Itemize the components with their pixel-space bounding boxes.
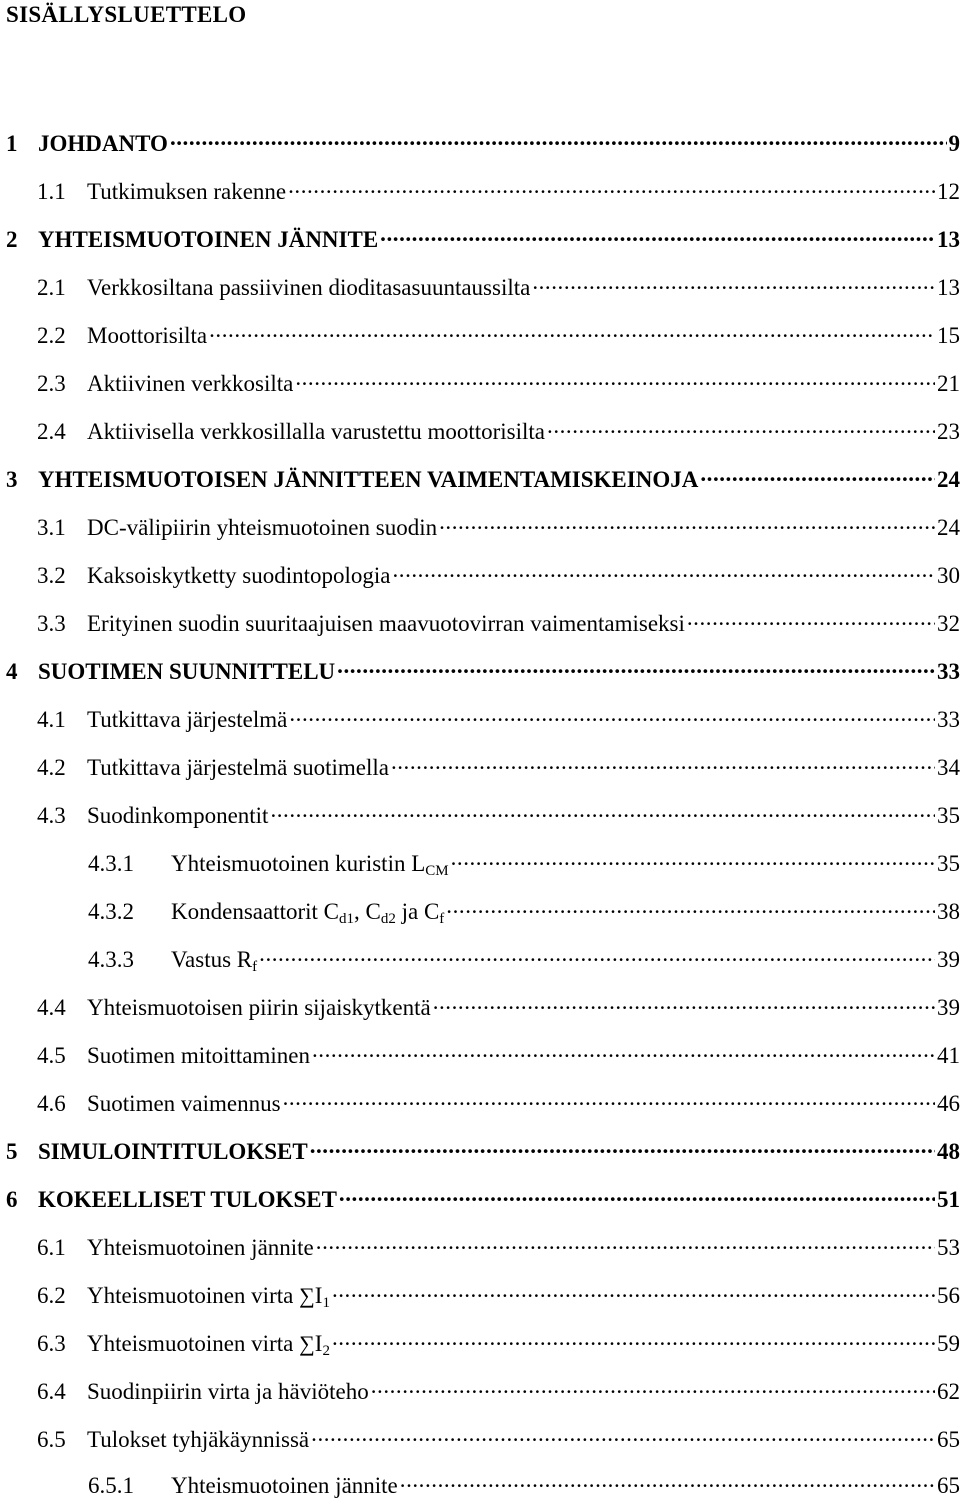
- toc-page: 65: [937, 1473, 960, 1498]
- subscript: f: [439, 911, 445, 927]
- toc-number: 6.5.1: [88, 1473, 134, 1498]
- toc-entry-2-3[interactable]: [0, 368, 960, 398]
- subscript: f: [252, 959, 258, 975]
- toc-number: 1: [6, 131, 18, 156]
- toc-page: 41: [937, 1043, 960, 1068]
- subscript: 2: [322, 1343, 330, 1359]
- toc-title: Suotimen vaimennus: [87, 1091, 281, 1116]
- toc-page: 65: [937, 1427, 960, 1452]
- dot-leader: [288, 176, 935, 199]
- toc-title: JOHDANTO: [38, 131, 168, 156]
- toc-entry-5[interactable]: [0, 1136, 960, 1166]
- dot-leader: [332, 1280, 935, 1303]
- toc-number: 2.1: [37, 275, 66, 300]
- toc-page: 13: [937, 275, 960, 300]
- toc-number: 6.1: [37, 1235, 66, 1260]
- toc-number: 4.2: [37, 755, 66, 780]
- dot-leader: [270, 800, 935, 823]
- toc-title: [87, 1331, 330, 1360]
- subscript: 1: [322, 1295, 330, 1311]
- toc-page: 32: [937, 611, 960, 636]
- toc-page: 38: [937, 899, 960, 924]
- toc-number: 6.4: [37, 1379, 66, 1404]
- toc-number: 4.3: [37, 803, 66, 828]
- toc-title: YHTEISMUOTOISEN JÄNNITTEEN VAIMENTAMISKEINOJA: [38, 467, 699, 492]
- toc-page: 59: [937, 1331, 960, 1356]
- toc-title-text: ja C: [395, 899, 440, 924]
- toc-number: 6.3: [37, 1331, 66, 1356]
- dot-leader: [311, 1424, 935, 1447]
- toc-page: 30: [937, 563, 960, 588]
- toc-number: 6: [6, 1187, 18, 1212]
- toc-title: KOKEELLISET TULOKSET: [38, 1187, 337, 1212]
- toc-title: Erityinen suodin suuritaajuisen maavuotovirran vaimentamiseksi: [87, 611, 685, 636]
- toc-number: 4.3.2: [88, 899, 134, 924]
- toc-entry-2[interactable]: [0, 224, 960, 254]
- toc-number: 3: [6, 467, 18, 492]
- toc-entry-6-3[interactable]: [0, 1328, 960, 1358]
- toc-page: 35: [937, 803, 960, 828]
- toc-entry-6[interactable]: [0, 1184, 960, 1214]
- dot-leader: [400, 1470, 935, 1493]
- dot-leader: [209, 320, 935, 343]
- summation-symbol: ∑: [299, 1331, 315, 1356]
- toc-title-text: Yhteismuotoinen virta: [87, 1283, 300, 1308]
- toc-entry-6-5[interactable]: [0, 1424, 960, 1454]
- toc-entry-6-2[interactable]: [0, 1280, 960, 1310]
- toc-entry-6-5-1[interactable]: [0, 1470, 960, 1500]
- toc-number: 4.1: [37, 707, 66, 732]
- toc-page: 15: [937, 323, 960, 348]
- toc-entry-4-1[interactable]: [0, 704, 960, 734]
- toc-title: YHTEISMUOTOINEN JÄNNITE: [38, 227, 379, 252]
- toc-title: Suodinkomponentit: [87, 803, 269, 828]
- toc-entry-6-1[interactable]: [0, 1232, 960, 1262]
- dot-leader: [687, 608, 935, 631]
- toc-number: 4.5: [37, 1043, 66, 1068]
- toc-entry-2-2[interactable]: [0, 320, 960, 350]
- toc-entry-1[interactable]: [0, 128, 960, 158]
- dot-leader: [439, 512, 935, 535]
- dot-leader: [312, 1040, 935, 1063]
- toc-page: 24: [937, 467, 960, 492]
- toc-entry-3[interactable]: [0, 464, 960, 494]
- subscript: d1: [339, 911, 354, 927]
- toc-title-text: Vastus R: [171, 947, 253, 972]
- toc-page: 39: [937, 995, 960, 1020]
- toc-title: Yhteismuotoinen jännite: [171, 1473, 398, 1498]
- toc-page: 34: [937, 755, 960, 780]
- toc-entry-4-3[interactable]: [0, 800, 960, 830]
- dot-leader: [391, 752, 935, 775]
- dot-leader: [316, 1232, 935, 1255]
- toc-title-text: I: [314, 1283, 323, 1308]
- toc-title: Moottorisilta: [87, 323, 208, 348]
- toc-title: [87, 1283, 330, 1312]
- toc-title: Yhteismuotoisen piirin sijaiskytkentä: [87, 995, 431, 1020]
- toc-number: 2.3: [37, 371, 66, 396]
- toc-number: 2.2: [37, 323, 66, 348]
- summation-symbol: ∑: [299, 1283, 315, 1308]
- toc-entry-3-1[interactable]: [0, 512, 960, 542]
- toc-page: 35: [937, 851, 960, 876]
- toc-title: SUOTIMEN SUUNNITTELU: [38, 659, 336, 684]
- toc-number: 2.4: [37, 419, 66, 444]
- toc-title-text: Yhteismuotoinen kuristin L: [171, 851, 426, 876]
- toc-title: Tulokset tyhjäkäynnissä: [87, 1427, 310, 1452]
- toc-entry-4-3-2[interactable]: [0, 896, 960, 926]
- toc-number: 4.3.3: [88, 947, 134, 972]
- toc-entry-4[interactable]: [0, 656, 960, 686]
- toc-entry-6-4[interactable]: [0, 1376, 960, 1406]
- toc-number: 4.4: [37, 995, 66, 1020]
- page-title: SISÄLLYSLUETTELO: [6, 2, 247, 27]
- toc-title-text: Yhteismuotoinen virta: [87, 1331, 300, 1356]
- toc-title: [171, 947, 257, 976]
- toc-entry-4-3-1[interactable]: [0, 848, 960, 878]
- toc-entry-4-5[interactable]: [0, 1040, 960, 1070]
- toc-title-text: , C: [354, 899, 381, 924]
- toc-number: 4.3.1: [88, 851, 134, 876]
- toc-page: 12: [937, 179, 960, 204]
- toc-page: 39: [937, 947, 960, 972]
- toc-title: DC-välipiirin yhteismuotoinen suodin: [87, 515, 438, 540]
- toc-number: 6.2: [37, 1283, 66, 1308]
- toc-entry-4-4[interactable]: [0, 992, 960, 1022]
- toc-page: 62: [937, 1379, 960, 1404]
- dot-leader: [289, 704, 935, 727]
- toc-title: Verkkosiltana passiivinen dioditasasuuntaussilta: [87, 275, 531, 300]
- dot-leader: [283, 1088, 935, 1111]
- dot-leader: [170, 128, 947, 151]
- toc-page: 23: [937, 419, 960, 444]
- toc-number: 3.1: [37, 515, 66, 540]
- dot-leader: [433, 992, 935, 1015]
- toc-title: [171, 899, 444, 928]
- dot-leader: [371, 1376, 935, 1399]
- toc-title: Tutkittava järjestelmä suotimella: [87, 755, 389, 780]
- toc-title: Tutkittava järjestelmä: [87, 707, 288, 732]
- toc-page: 53: [937, 1235, 960, 1260]
- toc-number: 4: [6, 659, 18, 684]
- toc-title: Suodinpiirin virta ja häviöteho: [87, 1379, 369, 1404]
- dot-leader: [295, 368, 935, 391]
- toc-page: 56: [937, 1283, 960, 1308]
- toc-number: 1.1: [37, 179, 66, 204]
- toc-entry-3-2[interactable]: [0, 560, 960, 590]
- dot-leader: [259, 944, 935, 967]
- dot-leader: [380, 224, 935, 247]
- dot-leader: [446, 896, 935, 919]
- toc-entry-3-3[interactable]: [0, 608, 960, 638]
- subscript: d2: [380, 911, 396, 927]
- toc-entry-4-2[interactable]: [0, 752, 960, 782]
- toc-title: [171, 851, 449, 880]
- toc-title-text: I: [314, 1331, 323, 1356]
- dot-leader: [547, 416, 935, 439]
- toc-page: 13: [937, 227, 960, 252]
- toc-number: 4.6: [37, 1091, 66, 1116]
- toc-entry-4-3-3[interactable]: [0, 944, 960, 974]
- toc-page: 33: [937, 707, 960, 732]
- dot-leader: [532, 272, 935, 295]
- toc-title: Kaksoiskytketty suodintopologia: [87, 563, 391, 588]
- toc-page: 9: [948, 131, 960, 156]
- toc-page: 46: [937, 1091, 960, 1116]
- toc-page: 33: [937, 659, 960, 684]
- dot-leader: [310, 1136, 935, 1159]
- toc-title: Suotimen mitoittaminen: [87, 1043, 310, 1068]
- toc-number: 2: [6, 227, 18, 252]
- toc-title: Aktiivinen verkkosilta: [87, 371, 294, 396]
- toc-entry-1-1[interactable]: [0, 176, 960, 206]
- dot-leader: [451, 848, 935, 871]
- toc-title-text: Kondensaattorit C: [171, 899, 339, 924]
- toc-entry-4-6[interactable]: [0, 1088, 960, 1118]
- dot-leader: [339, 1184, 935, 1207]
- dot-leader: [337, 656, 935, 679]
- toc-page: 21: [937, 371, 960, 396]
- toc-entry-2-1[interactable]: [0, 272, 960, 302]
- toc-title: Aktiivisella verkkosillalla varustettu moottorisilta: [87, 419, 546, 444]
- toc-page: 51: [937, 1187, 960, 1212]
- dot-leader: [392, 560, 935, 583]
- toc-number: 5: [6, 1139, 18, 1164]
- toc-number: 3.2: [37, 563, 66, 588]
- toc-page: 24: [937, 515, 960, 540]
- subscript: CM: [425, 863, 449, 879]
- dot-leader: [700, 464, 935, 487]
- toc-page: 48: [937, 1139, 960, 1164]
- toc-title: Yhteismuotoinen jännite: [87, 1235, 314, 1260]
- toc-number: 3.3: [37, 611, 66, 636]
- toc-entry-2-4[interactable]: [0, 416, 960, 446]
- toc-title: Tutkimuksen rakenne: [87, 179, 287, 204]
- toc-number: 6.5: [37, 1427, 66, 1452]
- dot-leader: [332, 1328, 935, 1351]
- toc-title: SIMULOINTITULOKSET: [38, 1139, 308, 1164]
